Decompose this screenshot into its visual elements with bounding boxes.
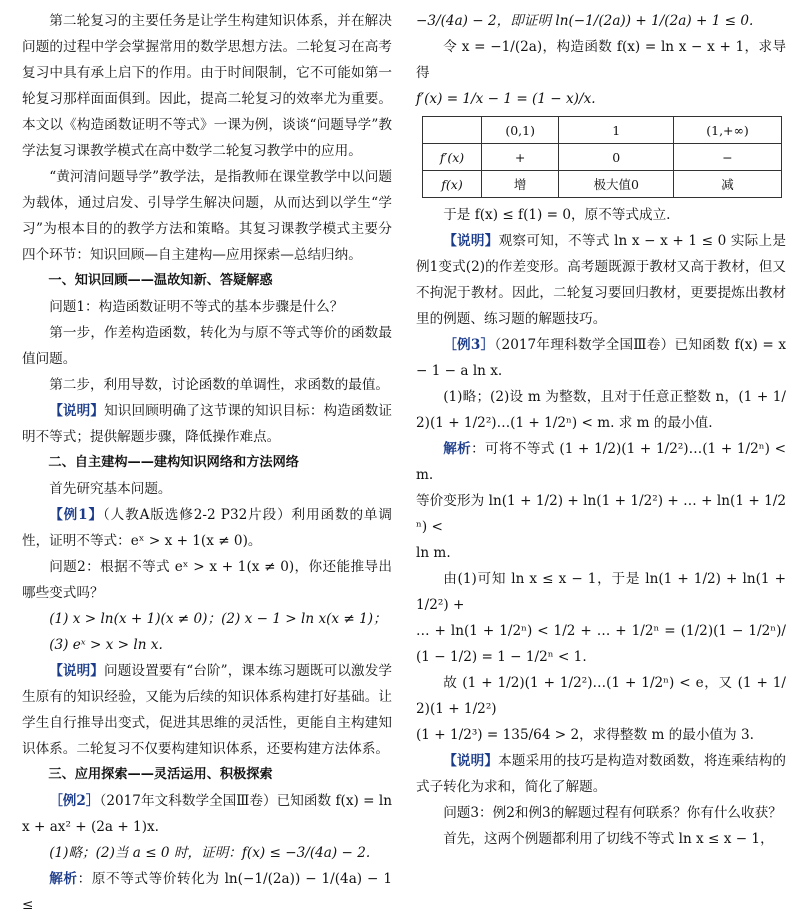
solution-3-line-2: 等价变形为 ln(1 + 1/2) + ln(1 + 1/2²) + … + ln(1 + 1/2ⁿ) < [416, 493, 786, 535]
paragraph-intro: 第二轮复习的主要任务是让学生构建知识体系，并在解决问题的过程中学会掌握常用的数学思想方法。二轮复习在高考复习中具有承上启下的作用。由于时间限制，它不可能如第一轮复习那样面面俱到。因此，提高二轮复习的效率尤为重要。本文以《构造函数证明不等式》一课为例，谈谈“问题导学”教学法复习课教学模式在高中数学二轮复习教学中的应用。 [22, 13, 392, 159]
table-cell: + [482, 144, 559, 171]
monotonicity-table [422, 116, 782, 198]
table-cell: − [674, 144, 782, 171]
example-3-part: (1)略；(2)设 m 为整数，且对于任意正整数 n，(1 + 1/2)(1 + 1/2²)…(1 + 1/2ⁿ) < m. 求 m 的最小值. [416, 389, 786, 431]
solution-3-line-3: ln m. [416, 545, 451, 561]
note-label: 【说明】 [443, 233, 499, 249]
solution-label: 解析 [49, 871, 78, 887]
paragraph-method: “黄河清问题导学”教学法，是指教师在课堂教学中以问题为载体，通过启发、引导学生解决问题，从而达到以学生“学习”为根本目的的教学方法和策略。其复习课教学模式主要分四个环节：知识回顾—自主建构—应用探索—总结归纳。 [22, 169, 392, 263]
section-heading-3: 三、应用探索——灵活运用、积极探索 [48, 767, 273, 782]
table-cell: (1,+∞) [674, 117, 782, 144]
question-1: 问题1：构造函数证明不等式的基本步骤是什么？ [49, 299, 344, 315]
note-label: 【说明】 [49, 403, 105, 419]
example-1 [22, 502, 392, 554]
example-label: 【例1】 [49, 507, 103, 523]
example-label: ［例2］ [49, 793, 100, 809]
intro-line: 首先研究基本问题。 [49, 481, 172, 497]
table-cell: f(x) [423, 171, 482, 198]
section-heading-2: 二、自主建构——建构知识网络和方法网络 [48, 455, 299, 470]
solution-3-start [416, 436, 786, 488]
table-cell: 0 [559, 144, 674, 171]
left-column [22, 8, 392, 918]
section-heading-1: 一、知识回顾——温故知新、答疑解惑 [48, 273, 273, 288]
table-row [423, 144, 782, 171]
example-text: （2017年文科数学全国Ⅲ卷）已知函数 f(x) = ln x + ax² + (2a + 1)x. [22, 793, 392, 835]
table-row [423, 117, 782, 144]
solution-start [22, 866, 392, 918]
note-label: 【说明】 [49, 663, 104, 679]
example-2 [22, 788, 392, 840]
solution-label: 解析 [443, 441, 472, 457]
table-row [423, 171, 782, 198]
solution-continued: −3/(4a) − 2，即证明 ln(−1/(2a)) + 1/(2a) + 1 ≤ 0. [416, 13, 754, 29]
note-label: 【说明】 [443, 753, 499, 769]
question-3: 问题3：例2和例3的解题过程有何联系？你有什么收获？ [443, 805, 782, 821]
table-cell: f′(x) [423, 144, 482, 171]
question-2: 问题2：根据不等式 eˣ > x + 1(x ≠ 0)，你还能推导出哪些变式吗？ [22, 559, 392, 601]
right-column [416, 8, 786, 852]
step-1: 第一步，作差构造函数，转化为与原不等式等价的函数最值问题。 [22, 325, 392, 367]
final-line: 首先，这两个例题都利用了切线不等式 ln x ≤ x − 1， [443, 831, 774, 847]
conclusion-line: 于是 f(x) ≤ f(1) = 0，原不等式成立. [443, 207, 671, 223]
example-2-part: (1)略；(2)当 a ≤ 0 时，证明：f(x) ≤ −3/(4a) − 2. [49, 845, 371, 861]
note-3 [416, 228, 786, 332]
solution-3-line-7: (1 + 1/2³) = 135/64 > 2，求得整数 m 的最小值为 3. [416, 727, 754, 743]
note-1 [22, 398, 392, 450]
variant-line-1: (1) x > ln(x + 1)(x ≠ 0)；(2) x − 1 > ln x(x ≠ 1)； [49, 611, 387, 627]
note-2 [22, 658, 392, 762]
note-text: 本题采用的技巧是构造对数函数，将连乘结构的式子转化为求和，简化了解题。 [416, 753, 787, 795]
construct-function: 令 x = −1/(2a)，构造函数 f(x) = ln x − x + 1，求导得 [416, 39, 786, 81]
table-cell: 减 [674, 171, 782, 198]
step-2: 第二步，利用导数，讨论函数的单调性，求函数的最值。 [49, 377, 390, 393]
note-4 [416, 748, 786, 800]
derivative-line: f′(x) = 1/x − 1 = (1 − x)/x. [416, 91, 596, 107]
table-cell: 1 [559, 117, 674, 144]
solution-3-line-6: 故 (1 + 1/2)(1 + 1/2²)…(1 + 1/2ⁿ) < e，又 (1 + 1/2)(1 + 1/2²) [416, 675, 786, 717]
example-text: （2017年理科数学全国Ⅲ卷）已知函数 f(x) = x − 1 − a ln x. [416, 337, 786, 379]
example-3 [416, 332, 786, 384]
solution-text: ：可将不等式 (1 + 1/2)(1 + 1/2²)…(1 + 1/2ⁿ) < m. [416, 441, 787, 483]
table-cell: (0,1) [482, 117, 559, 144]
example-label: ［例3］ [443, 337, 495, 353]
solution-3-line-4: 由(1)可知 ln x ≤ x − 1，于是 ln(1 + 1/2) + ln(1 + 1/2²) + [416, 571, 786, 613]
note-text: 观察可知，不等式 ln x − x + 1 ≤ 0 实际上是例1变式(2)的作差变形。高考题既源于教材又高于教材，但又不拘泥于教材。因此，二轮复习要回归教材，更要提炼出教材里的例题、练习题的解题技巧。 [416, 233, 787, 327]
table-cell: 极大值0 [559, 171, 674, 198]
table-cell: 增 [482, 171, 559, 198]
variant-line-2: (3) eˣ > x > ln x. [49, 637, 163, 653]
note-text: 知识回顾明确了这节课的知识目标：构造函数证明不等式；提供解题步骤，降低操作难点。 [22, 403, 393, 445]
solution-3-line-5: … + ln(1 + 1/2ⁿ) < 1/2 + … + 1/2ⁿ = (1/2)(1 − 1/2ⁿ)/(1 − 1/2) = 1 − 1/2ⁿ < 1. [416, 623, 786, 665]
solution-text: ：原不等式等价转化为 ln(−1/(2a)) − 1/(4a) − 1 ≤ [22, 871, 393, 913]
table-cell [423, 117, 482, 144]
example-text: （人教A版选修2-2 P32片段）利用函数的单调性，证明不等式：eˣ > x + 1(x ≠ 0)。 [22, 507, 392, 549]
note-text: 问题设置要有“台阶”，课本练习题既可以激发学生原有的知识经验，又能为后续的知识体系构建打好基础。让学生自行推导出变式，促进其思维的灵活性，更能自主构建知识体系。二轮复习不仅要构建知识体系，还要构建方法体系。 [22, 663, 393, 757]
